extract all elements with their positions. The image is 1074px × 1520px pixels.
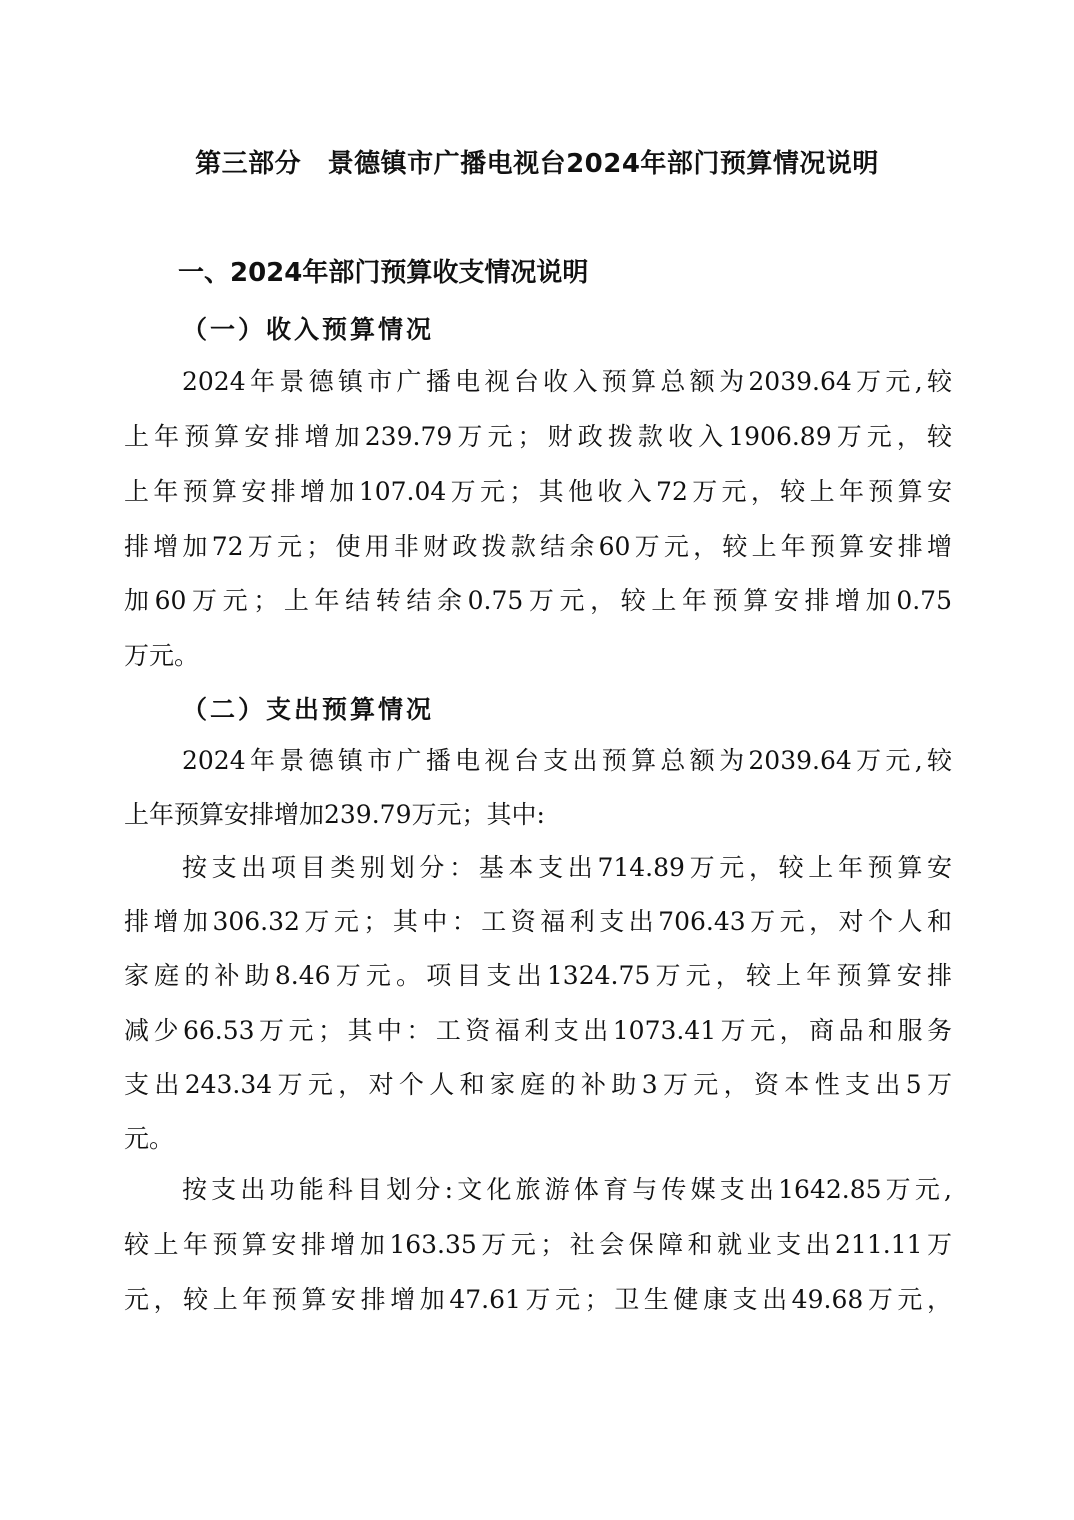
- paragraph-line: 减少66.53万元；其中：工资福利支出1073.41万元，商品和服务: [124, 1016, 952, 1045]
- paragraph-line: 2024年景德镇市广播电视台支出预算总额为2039.64万元,较: [182, 746, 952, 775]
- subsection-heading-income: （一）收入预算情况: [182, 315, 435, 344]
- paragraph-line: 上年预算安排增加107.04万元；其他收入72万元，较上年预算安: [124, 477, 952, 506]
- subsection-heading-expense: （二）支出预算情况: [182, 695, 435, 724]
- paragraph-line: 按支出项目类别划分：基本支出714.89万元，较上年预算安: [182, 853, 952, 882]
- paragraph-line: 上年预算安排增加239.79万元；其中:: [124, 800, 545, 829]
- paragraph-line: 支出243.34万元，对个人和家庭的补助3万元，资本性支出5万: [124, 1070, 952, 1099]
- paragraph-line: 排增加72万元；使用非财政拨款结余60万元，较上年预算安排增: [124, 532, 952, 561]
- paragraph-line: 排增加306.32万元；其中：工资福利支出706.43万元，对个人和: [124, 907, 952, 936]
- paragraph-line: 元，较上年预算安排增加47.61万元；卫生健康支出49.68万元，: [124, 1285, 952, 1314]
- section-heading: 一、2024年部门预算收支情况说明: [178, 258, 589, 288]
- paragraph-line: 家庭的补助8.46万元。项目支出1324.75万元，较上年预算安排: [124, 961, 952, 990]
- page-title: 第三部分 景德镇市广播电视台2024年部门预算情况说明: [195, 149, 879, 179]
- paragraph-line: 元。: [124, 1124, 175, 1153]
- paragraph-line: 加60万元；上年结转结余0.75万元，较上年预算安排增加0.75: [124, 586, 952, 615]
- paragraph-line: 上年预算安排增加239.79万元；财政拨款收入1906.89万元，较: [124, 422, 952, 451]
- paragraph-line: 较上年预算安排增加163.35万元；社会保障和就业支出211.11万: [124, 1230, 952, 1259]
- paragraph-line: 万元。: [124, 641, 200, 670]
- paragraph-line: 按支出功能科目划分:文化旅游体育与传媒支出1642.85万元,: [182, 1175, 952, 1204]
- paragraph-line: 2024年景德镇市广播电视台收入预算总额为2039.64万元,较: [182, 367, 952, 396]
